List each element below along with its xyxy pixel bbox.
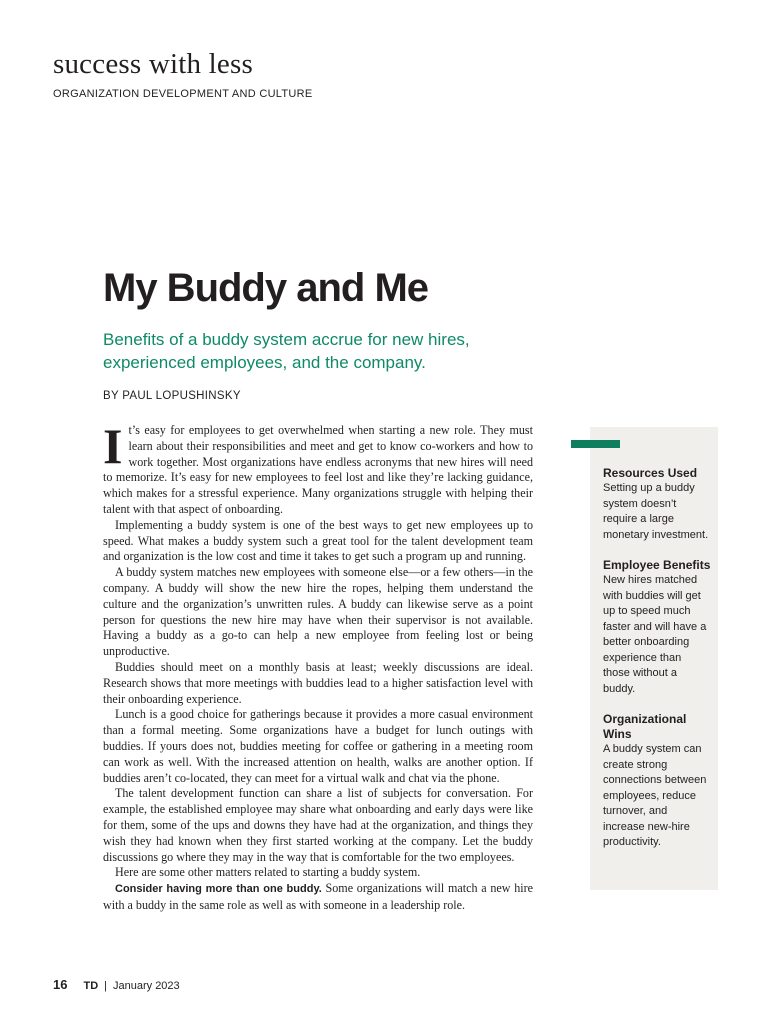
run-in-heading: Consider having more than one buddy. <box>115 883 322 896</box>
body-paragraph: The talent development function can share a list of subjects for conversation. For example, the established employee may share what onboarding and early days were like for them, some of the ups and downs they have had at the organization, and things they wish they had known when they first started working at the company. Let the buddy discussions go where they may in the way that is comfortable for the two employees. <box>103 786 533 864</box>
sidebar-text: A buddy system can create strong connections between employees, reduce turnover, and increase new-hire productivity. <box>603 743 707 848</box>
sidebar-accent-bar <box>571 440 620 448</box>
sidebar-text: Setting up a buddy system doesn’t require a large monetary investment. <box>603 482 709 541</box>
body-paragraph: Buddies should meet on a monthly basis at least; weekly discussions are ideal. Research shows that more meetings with buddies lead to a higher satisfaction level with their onboarding experience. <box>103 659 533 706</box>
body-paragraph <box>103 881 533 914</box>
magazine-name: TD <box>83 980 99 992</box>
page-number: 16 <box>53 977 68 992</box>
article-deck: Benefits of a buddy system accrue for new hires, experienced employees, and the company. <box>103 330 470 372</box>
article-byline: BY PAUL LOPUSHINSKY <box>103 390 241 402</box>
footer-separator: | <box>104 980 107 992</box>
body-paragraph: Implementing a buddy system is one of the best ways to get new employees up to speed. What makes a buddy system such a great tool for the talent development team and organization is the low cost and time it takes to get such a program up and running. <box>103 517 533 564</box>
sidebar-heading: Organizational Wins <box>603 712 687 741</box>
article-headline: My Buddy and Me <box>103 266 429 310</box>
body-paragraph: Here are some other matters related to starting a buddy system. <box>115 865 421 880</box>
drop-cap: I <box>103 418 123 474</box>
section-subtitle: ORGANIZATION DEVELOPMENT AND CULTURE <box>53 88 313 100</box>
paragraph-text: t’s easy for employees to get overwhelmed when starting a new role. They must learn about their responsibilities and meet and get to know co-workers and how to work together. Most organizations have endless acronyms that new hires will need to memorize. It’s easy for new employees to feel lost and like they’re lacking guidance, which makes for a stressful experience. Many organizations struggle with helping their talent with that aspect of onboarding. <box>103 423 533 516</box>
article-body <box>103 418 533 914</box>
body-paragraph: A buddy system matches new employees with someone else—or a few others—in the company. A buddy will show the new hire the ropes, helping them understand the culture and the organization’s unwritten rules. A buddy can likewise serve as a point person for questions the new hire may have when their supervisor is not available. Having a buddy as a go-to can help a new employee from feeling lost or being unproductive. <box>103 565 533 659</box>
issue-date: January 2023 <box>113 980 180 992</box>
page-footer <box>53 977 180 992</box>
sidebar-content <box>603 466 711 866</box>
section-title: success with less <box>53 48 253 80</box>
sidebar-heading: Employee Benefits <box>603 558 711 572</box>
sidebar-text: New hires matched with buddies will get up to speed much faster and will have a better onboarding experience than those without a buddy. <box>603 574 707 695</box>
sidebar-heading: Resources Used <box>603 466 698 480</box>
body-paragraph: Lunch is a good choice for gatherings because it provides a more casual environment than a formal meeting. Some organizations have a budget for lunch outings with buddies. If yours does not, buddies meeting for coffee or gathering in a meeting room can work as well. With the increased attention on health, walks are another option. If buddies aren’t co-located, they can meet for a virtual walk and chat via the phone. <box>103 707 533 785</box>
body-paragraph <box>103 418 533 518</box>
run-in-text: Some organizations will match a new hire with a buddy in the same role as well as with someone in a leadership role. <box>103 881 533 912</box>
